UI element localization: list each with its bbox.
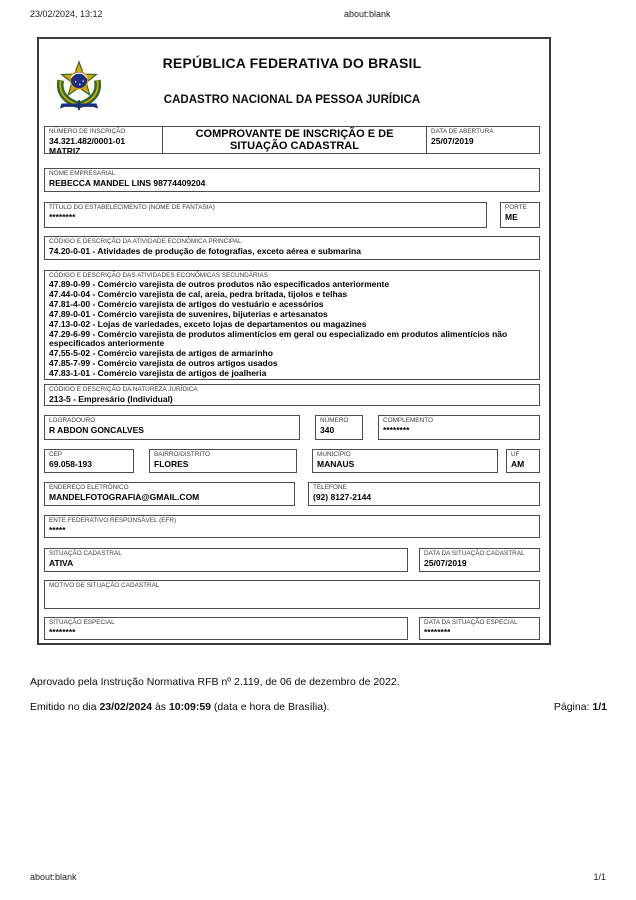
activity-item: 47.44-0-04 - Comércio varejista de cal, areia, pedra britada, tijolos e telhas (49, 288, 348, 299)
field-bairro-distrito (149, 449, 297, 473)
efr-row (44, 515, 540, 538)
page-value: 1/1 (592, 701, 607, 713)
field-label: CÓDIGO E DESCRIÇÃO DA ATIVIDADE ECONÔMICA PRINCIPAL (49, 238, 242, 245)
field-value: 213-5 - Empresário (Individual) (49, 394, 173, 404)
field-value (49, 590, 535, 600)
field-value: 69.058-193 (49, 459, 93, 469)
print-header (30, 9, 606, 19)
cnpj-document-frame (37, 37, 551, 645)
inscription-branch-type: MATRIZ (49, 146, 81, 154)
field-label: TELEFONE (313, 484, 347, 491)
page-indicator (554, 701, 607, 713)
field-label: DATA DE ABERTURA (431, 128, 494, 135)
activity-item: 47.55-5-02 - Comércio varejista de artigos de armarinho (49, 348, 273, 359)
field-label: LOGRADOURO (49, 417, 96, 424)
field-numero-inscricao (44, 126, 163, 154)
emitted-date: 23/02/2024 (99, 701, 153, 713)
field-numero (315, 415, 363, 440)
activity-item: 47.29-6-99 - Comércio varejista de produtos alimentícios em geral ou especializado em produtos alimentícios não especificados anteriormente (49, 328, 508, 349)
field-value: ******** (49, 212, 76, 222)
field-label: CÓDIGO E DESCRIÇÃO DAS ATIVIDADES ECONÔMICAS SECUNDÁRIAS (49, 272, 268, 279)
secondary-activities-row (44, 270, 540, 380)
print-footer-page-number: 1/1 (593, 872, 606, 882)
field-value: ***** (49, 525, 66, 535)
field-situacao-especial (44, 617, 408, 640)
activity-item: 47.81-4-00 - Comércio varejista de artigos do vestuário e acessórios (49, 298, 324, 309)
emitted-suffix: (data e hora de Brasília). (211, 701, 330, 713)
activity-item: 47.89-0-01 - Comércio varejista de suvenires, bijuterias e artesanatos (49, 308, 328, 319)
field-label: NÚMERO DE INSCRIÇÃO (49, 128, 126, 135)
status-row (44, 548, 540, 572)
field-label: CEP (49, 451, 63, 458)
field-label: COMPLEMENTO (383, 417, 433, 424)
field-label: DATA DA SITUAÇÃO CADASTRAL (424, 550, 525, 557)
field-value: ******** (424, 627, 451, 637)
cnpj-document-body (44, 39, 540, 643)
field-label: ENDEREÇO ELETRÔNICO (49, 484, 129, 491)
field-value: FLORES (154, 459, 189, 469)
field-atividades-secundarias (44, 270, 540, 380)
field-telefone (308, 482, 540, 506)
field-value: (92) 8127-2144 (313, 492, 372, 502)
field-label: DATA DA SITUAÇÃO ESPECIAL (424, 619, 518, 626)
field-value: ME (505, 212, 518, 222)
field-data-situacao-cadastral (419, 548, 540, 572)
republic-title: REPÚBLICA FEDERATIVA DO BRASIL (162, 55, 422, 71)
field-cep (44, 449, 134, 473)
field-label: MUNICÍPIO (317, 451, 351, 458)
emitted-prefix: Emitido no dia (30, 701, 100, 713)
field-situacao-cadastral (44, 548, 408, 572)
secondary-activities-list (49, 280, 535, 379)
field-value: 74.20-0-01 - Atividades de produção de fotografias, exceto aérea e submarina (49, 246, 361, 256)
status-badge: ATIVA (49, 558, 74, 568)
emitted-connector: às (152, 701, 169, 713)
field-label: UF (511, 451, 520, 458)
header-row (44, 126, 540, 154)
main-activity-row (44, 236, 540, 260)
field-motivo-situacao (44, 580, 540, 609)
field-label: CÓDIGO E DESCRIÇÃO DA NATUREZA JURÍDICA (49, 386, 198, 393)
field-value: 25/07/2019 (424, 558, 467, 568)
print-page-title: about:blank (344, 9, 391, 19)
field-value: ******** (49, 627, 76, 637)
special-status-row (44, 617, 540, 640)
field-data-situacao-especial (419, 617, 540, 640)
field-value: MANDELFOTOGRAFIA@GMAIL.COM (49, 492, 200, 502)
field-value: 25/07/2019 (431, 136, 474, 146)
field-complemento (378, 415, 540, 440)
print-footer-title: about:blank (30, 872, 77, 882)
field-efr (44, 515, 540, 538)
field-porte (500, 202, 540, 228)
company-name-row (44, 168, 540, 192)
field-atividade-principal (44, 236, 540, 260)
field-data-abertura (426, 126, 540, 154)
document-title: COMPROVANTE DE INSCRIÇÃO E DE SITUAÇÃO CADASTRAL (162, 126, 427, 154)
inscription-number: 34.321.482/0001-01 (49, 136, 126, 146)
field-value: MANAUS (317, 459, 355, 469)
page-label: Página: (553, 701, 593, 713)
status-reason-row (44, 580, 540, 609)
field-label: NÚMERO (320, 417, 349, 424)
field-nome-fantasia (44, 202, 487, 228)
legal-nature-row (44, 384, 540, 406)
emission-row (30, 701, 607, 713)
address-row-2 (44, 449, 540, 473)
emitted-time: 10:09:59 (168, 701, 211, 713)
activity-item: 47.13-0-02 - Lojas de variedades, exceto lojas de departamentos ou magazines (49, 318, 367, 329)
field-value: 340 (320, 425, 335, 435)
emission-note (30, 701, 329, 713)
field-uf (506, 449, 540, 473)
field-label: ENTE FEDERATIVO RESPONSÁVEL (EFR) (49, 517, 177, 524)
activity-item: 47.85-7-99 - Comércio varejista de outros artigos usados (49, 358, 278, 369)
field-value: REBECCA MANDEL LINS 98774409204 (49, 178, 206, 188)
contact-row (44, 482, 540, 506)
field-value: ******** (383, 425, 410, 435)
field-logradouro (44, 415, 300, 440)
field-natureza-juridica (44, 384, 540, 406)
approval-note: Aprovado pela Instrução Normativa RFB nº 2.119, de 06 de dezembro de 2022. (30, 676, 400, 688)
field-value: AM (511, 459, 525, 469)
print-footer (30, 872, 606, 882)
field-label: NOME EMPRESARIAL (49, 170, 116, 177)
field-municipio (312, 449, 498, 473)
field-label: SITUAÇÃO CADASTRAL (49, 550, 122, 557)
field-label: TÍTULO DO ESTABELECIMENTO (NOME DE FANTASIA) (49, 204, 215, 211)
address-row-1 (44, 415, 540, 440)
field-label: BAIRRO/DISTRITO (154, 451, 210, 458)
field-label: MOTIVO DE SITUAÇÃO CADASTRAL (49, 582, 160, 589)
activity-item: 47.83-1-01 - Comércio varejista de artigos de joalheria (49, 368, 267, 379)
field-label: PORTE (505, 204, 527, 211)
field-label: SITUAÇÃO ESPECIAL (49, 619, 115, 626)
field-nome-empresarial (44, 168, 540, 192)
field-endereco-eletronico (44, 482, 295, 506)
trade-name-row (44, 202, 540, 228)
field-value: R ABDON GONCALVES (49, 425, 144, 435)
registry-title: CADASTRO NACIONAL DA PESSOA JURÍDICA (163, 94, 421, 106)
activity-item: 47.89-0-99 - Comércio varejista de outros produtos não especificados anteriormente (49, 279, 390, 289)
print-datetime: 23/02/2024, 13:12 (30, 9, 103, 19)
